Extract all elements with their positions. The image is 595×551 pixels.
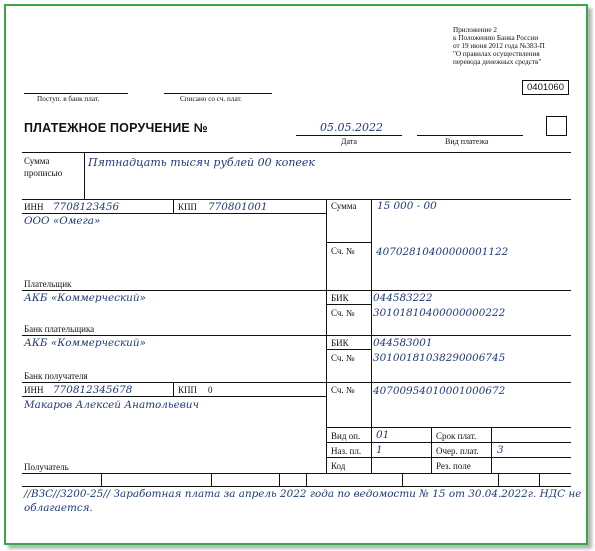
recipient-bank-account-label: Сч. № <box>331 353 355 363</box>
grid-col-codes-mid <box>431 427 432 473</box>
purpose-line-1: //ВЗС//3200-25// Заработная плата за апрель 2022 года по ведомости № 15 от 30.04.2022г. НДС не <box>24 488 582 500</box>
op-type-label: Вид оп. <box>331 431 361 441</box>
payer-bik-label: БИК <box>331 293 349 303</box>
grid-line-bottom-2 <box>22 486 571 487</box>
due-label: Срок плат. <box>436 431 477 441</box>
payer-account-label: Сч. № <box>331 246 355 256</box>
purpose-code-label: Наз. пл. <box>331 446 362 456</box>
purpose-code-value: 1 <box>376 444 383 456</box>
payment-type-label: Вид платежа <box>445 137 489 146</box>
payer-inn-value: 7708123456 <box>53 201 120 213</box>
appendix-line-5: перевода денежных средств" <box>453 58 542 66</box>
words-top-line <box>22 152 571 153</box>
date-label: Дата <box>341 137 357 146</box>
recipient-bik-value: 044583001 <box>373 337 433 349</box>
grid-col-codes-right <box>491 427 492 473</box>
grid-line-recipient-bank <box>22 382 571 383</box>
payer-bank-account-label: Сч. № <box>331 308 355 318</box>
grid-line-payer <box>22 290 571 291</box>
order-label: Очер. плат. <box>436 446 479 456</box>
grid-line-bik1 <box>326 304 372 305</box>
bottom-cell-4 <box>306 473 307 486</box>
payer-label: Плательщик <box>24 279 72 289</box>
document-frame <box>4 4 588 545</box>
bottom-cell-5 <box>402 473 403 486</box>
recipient-account-label: Сч. № <box>331 385 355 395</box>
payer-bank-label: Банк плательщика <box>24 324 95 334</box>
bottom-cell-7 <box>539 473 540 486</box>
sum-value: 15 000 - 00 <box>377 200 437 212</box>
grid-line-bik2 <box>326 349 372 350</box>
payment-type-line <box>417 135 523 136</box>
recipient-bik-label: БИК <box>331 338 349 348</box>
words-divider <box>84 152 85 199</box>
grid-line-bottom <box>22 473 571 474</box>
recipient-name: Макаров Алексей Анатольевич <box>24 399 199 411</box>
payer-bank-name: АКБ «Коммерческий» <box>24 292 146 304</box>
grid-col-values <box>371 199 372 473</box>
recipient-kpp-label: КПП <box>178 385 198 395</box>
payer-inn-label: ИНН <box>24 202 44 212</box>
payer-name: ООО «Омега» <box>24 215 101 227</box>
payer-kpp-value: 770801001 <box>208 201 268 213</box>
code-label: Код <box>331 461 346 471</box>
debited-line <box>164 93 272 94</box>
debited-label: Списано со сч. плат. <box>180 95 242 103</box>
recipient-bank-name: АКБ «Коммерческий» <box>24 337 146 349</box>
appendix-line-4: "О правилах осуществления <box>453 50 540 58</box>
bottom-cell-6 <box>498 473 499 486</box>
recipient-account-value: 40700954010001000672 <box>373 385 506 397</box>
status-box[interactable] <box>546 116 567 136</box>
amount-words-label-1: Сумма <box>24 156 50 166</box>
grid-line-inn-bottom <box>22 213 326 214</box>
recipient-label: Получатель <box>24 462 69 472</box>
date-value: 05.05.2022 <box>320 121 383 134</box>
amount-words-value: Пятнадцать тысяч рублей 00 копеек <box>88 156 315 169</box>
bottom-cell-2 <box>211 473 212 486</box>
payer-kpp-label: КПП <box>178 202 198 212</box>
recipient-bank-account-value: 30100181038290006745 <box>373 352 506 364</box>
payer-account-value: 40702810400000001122 <box>376 246 509 258</box>
grid-col-right <box>326 199 327 473</box>
grid-line-recipient-inn <box>22 396 326 397</box>
received-label: Поступ. в банк плат. <box>37 95 100 103</box>
page-title: ПЛАТЕЖНОЕ ПОРУЧЕНИЕ № <box>24 121 208 135</box>
payer-bik-value: 044583222 <box>373 292 433 304</box>
payer-bank-account-value: 30101810400000000222 <box>373 307 506 319</box>
grid-line-sum-bottom <box>326 242 372 243</box>
received-line <box>24 93 128 94</box>
amount-words-label-2: прописью <box>24 168 63 178</box>
appendix-line-3: от 19 июня 2012 года №383-П <box>453 42 545 50</box>
recipient-inn-label: ИНН <box>24 385 44 395</box>
date-line <box>296 135 402 136</box>
grid-col-kpp-recipient <box>173 382 174 396</box>
bottom-cell-1 <box>101 473 102 486</box>
sum-label: Сумма <box>331 201 357 211</box>
grid-line-codes-mid <box>326 442 571 443</box>
bottom-cell-3 <box>279 473 280 486</box>
grid-line-inn <box>22 199 571 200</box>
recipient-kpp-value: 0 <box>208 385 213 395</box>
recipient-inn-value: 770812345678 <box>53 384 133 396</box>
reserve-label: Рез. поле <box>436 461 471 471</box>
op-type-value: 01 <box>376 429 390 441</box>
recipient-bank-label: Банк получателя <box>24 371 88 381</box>
form-code-box: 0401060 <box>522 80 569 95</box>
grid-line-codes-top <box>326 427 571 428</box>
grid-line-payer-bank <box>22 335 571 336</box>
order-value: 3 <box>497 444 504 456</box>
purpose-line-2: облагается. <box>24 502 93 514</box>
grid-line-codes-low <box>326 457 571 458</box>
appendix-line-2: к Положению Банка России <box>453 34 539 42</box>
grid-col-kpp-payer <box>173 199 174 213</box>
appendix-line-1: Приложение 2 <box>453 26 497 34</box>
